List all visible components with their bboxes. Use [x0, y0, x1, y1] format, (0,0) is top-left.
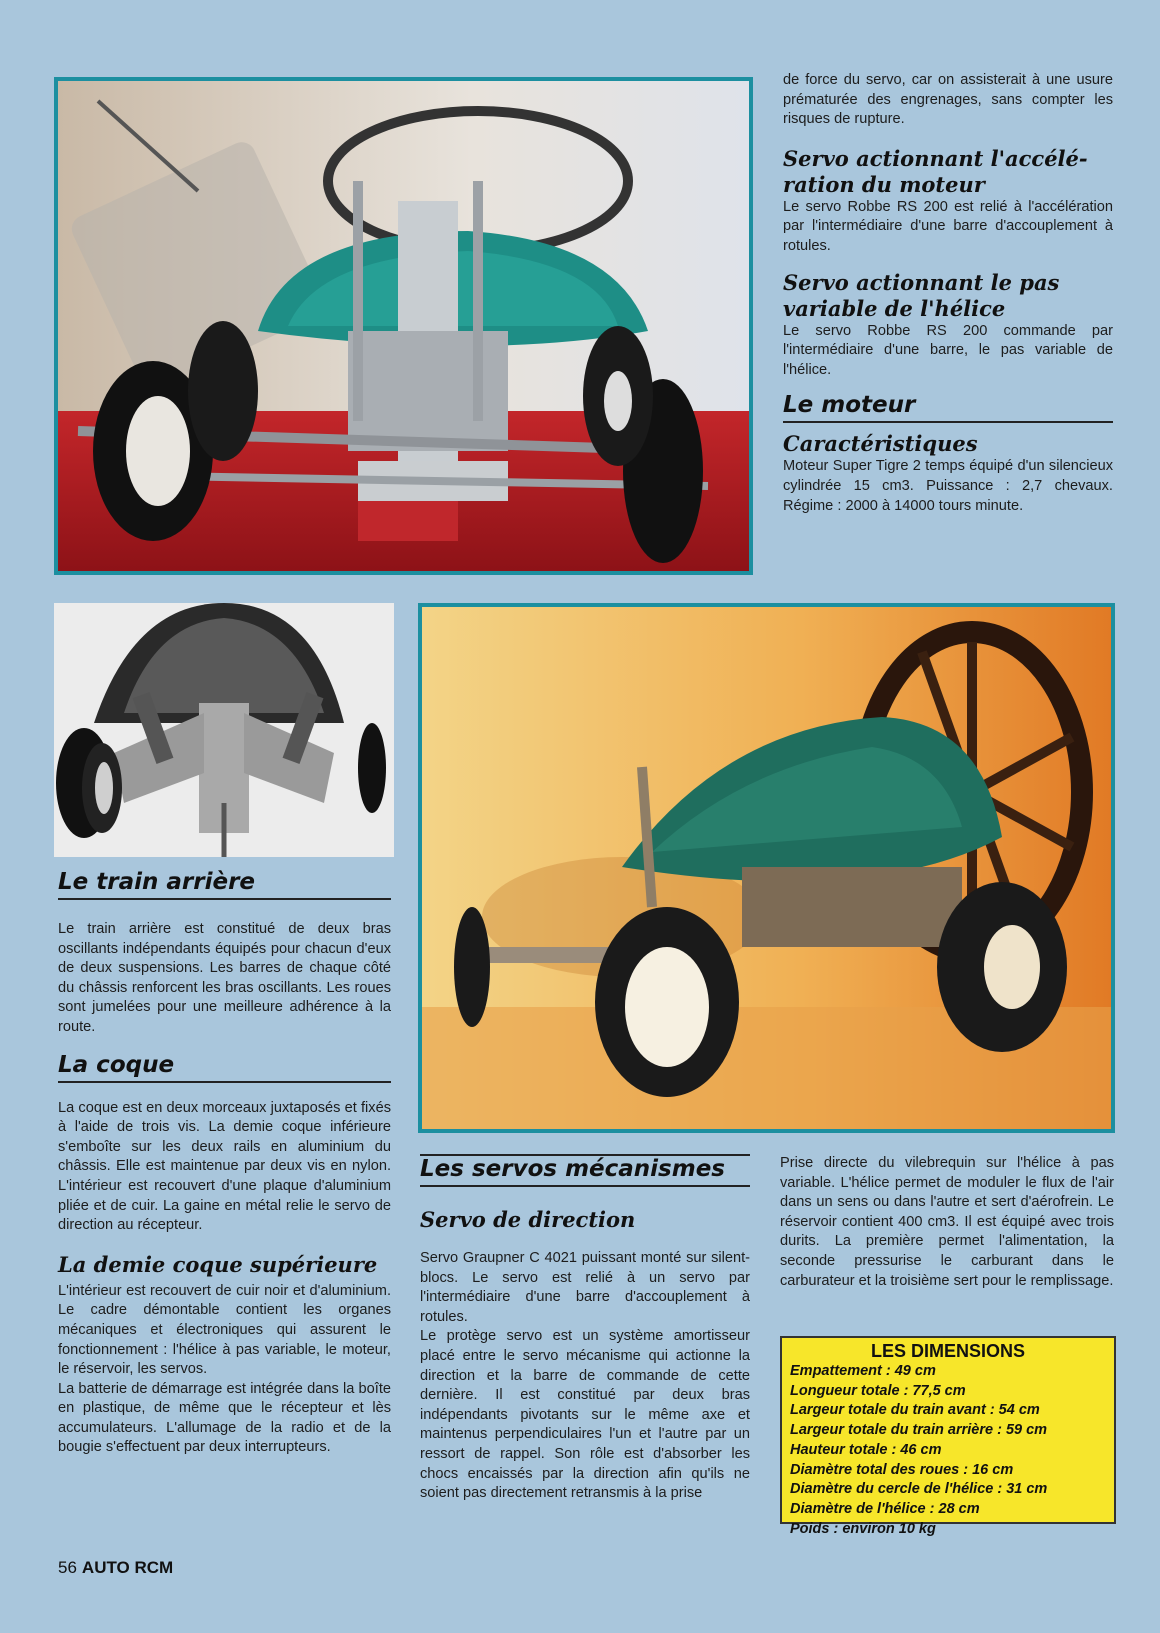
heading-moteur: Le moteur	[783, 392, 1113, 423]
photo-rear-bw	[54, 603, 394, 857]
photo-front-view	[54, 77, 753, 575]
paragraph-caracteristiques: Moteur Super Tigre 2 temps équipé d'un silencieux cylindrée 15 cm3. Puissance : 2,7 chevaux. Régime : 2000 à 14000 tours minute.	[783, 458, 1113, 514]
dimension-line: Hauteur totale : 46 cm	[790, 1441, 942, 1458]
dimensions-title: LES DIMENSIONS	[870, 1341, 1026, 1361]
paragraph-servo-direction-2: Le protège servo est un système amortisseur placé entre le servo mécanisme qui actionne la direction et la barre de commande de cette dernière. Il est constitué par deux bras indépendants pivotants sur le même axe et maintenus perpendiculaires l'un et l'autre par un ressort de rappel. Son rôle est d'absorber les chocs encaissés par la direction afin qu'ils ne soient pas directement retransmis à la prise	[420, 1328, 750, 1502]
intro-paragraph: de force du servo, car on assisterait à une usure prématurée des engrenages, sans compter les risques de rupture.	[783, 72, 1113, 128]
dimension-line: Diamètre total des roues : 16 cm	[790, 1461, 1014, 1478]
paragraph-servo-direction-1: Servo Graupner C 4021 puissant monté sur silent-blocs. Le servo est relié à un servo par l'intermédiaire d'une barre d'accouplement à rotules.	[420, 1250, 750, 1325]
heading-caracteristiques: Caractéristiques	[783, 431, 978, 457]
dimension-line: Empattement : 49 cm	[790, 1363, 936, 1379]
dimension-line: Largeur totale du train arrière : 59 cm	[790, 1422, 1048, 1439]
heading-train-arriere: Le train arrière	[58, 869, 391, 900]
page-number: 56	[58, 1558, 77, 1577]
photo-side-view	[418, 603, 1115, 1133]
heading-servo-acceleration: Servo actionnant l'accélé-ration du moteur	[783, 145, 1088, 197]
heading-servos-mecanismes: Les servos mécanismes	[420, 1154, 750, 1187]
column-middle	[420, 1154, 750, 1504]
heading-coque: La coque	[58, 1052, 391, 1083]
dimension-line: Diamètre du cercle de l'hélice : 31 cm	[790, 1481, 1048, 1498]
magazine-name: AUTO RCM	[81, 1558, 174, 1577]
paragraph-servo-pas: Le servo Robbe RS 200 commande par l'intermédiaire d'une barre, le pas variable de l'hélice.	[783, 322, 1113, 378]
paragraph-train-arriere: Le train arrière est constitué de deux bras oscillants indépendants équipés pour chacun d'eux de deux suspensions. Les barres de chaque côté du châssis renforcent les bras oscillants. Les roues sont jumelées pour une meilleure adhérence à la route.	[58, 921, 391, 1035]
heading-servo-direction: Servo de direction	[420, 1207, 636, 1232]
dimensions-box	[780, 1336, 1116, 1537]
dimension-line: Poids : environ 10 kg	[790, 1520, 936, 1537]
page-footer	[58, 1558, 173, 1578]
paragraph-demie-coque-2: La batterie de démarrage est intégrée dans la boîte en plastique, de même que le récepteur et lès accumulateurs. L'allumage de la radio et de la bougie s'effectuent par deux interrupteurs.	[58, 1380, 391, 1456]
dimension-line: Largeur totale du train avant : 54 cm	[790, 1402, 1040, 1419]
paragraph-demie-coque-1: L'intérieur est recouvert de cuir noir et d'aluminium. Le cadre démontable contient les organes mécaniques et électroniques qui assurent le fonctionnement : l'hélice à pas variable, le moteur, le réservoir, les servos.	[58, 1282, 391, 1378]
paragraph-coque: La coque est en deux morceaux juxtaposés et fixés à l'aide de trois vis. La demie coque inférieure s'emboîte sur les deux rails en aluminium du châssis. Elle est maintenue par deux vis en nylon. L'intérieur est recouvert d'une plaque d'aluminium pliée et de cuir. La gaine en métal relie le servo de direction au récepteur.	[58, 1099, 391, 1234]
heading-demie-coque: La demie coque supérieure	[58, 1251, 378, 1277]
column-bottom-right	[780, 1154, 1114, 1291]
heading-servo-pas: Servo actionnant le pas variable de l'hélice	[783, 269, 1060, 321]
dimension-line: Longueur totale : 77,5 cm	[790, 1382, 966, 1399]
paragraph-servo-acceleration: Le servo Robbe RS 200 est relié à l'accélération par l'intermédiaire d'une barre d'accouplement à rotules.	[783, 198, 1113, 254]
dimension-line: Diamètre de l'hélice : 28 cm	[790, 1500, 980, 1517]
column-left	[58, 869, 391, 1458]
paragraph-prise-directe: Prise directe du vilebrequin sur l'hélice à pas variable. L'hélice permet de moduler le flux de l'air dans un sens ou dans l'autre et sert d'aérofrein. Le réservoir contient 400 cm3. Il est équipé avec trois durits. La première permet l'alimentation, la seconde pressurise le carburant dans le carburateur et la troisième sert pour le remplissage.	[780, 1155, 1114, 1289]
column-top-right	[783, 71, 1113, 516]
